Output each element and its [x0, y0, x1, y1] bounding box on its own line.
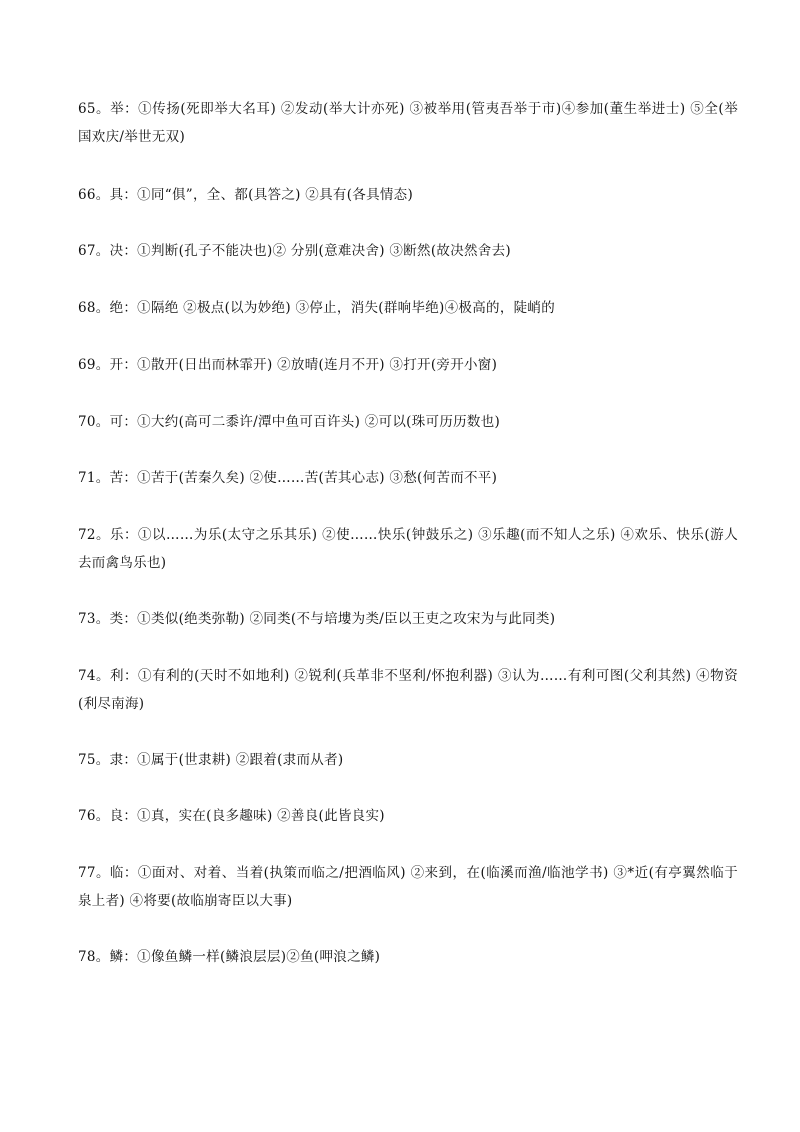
entry-69: 69。开：①散开(日出而林霏开) ②放晴(连月不开) ③打开(旁开小窗) [78, 357, 498, 373]
entry-78: 78。鳞：①像鱼鳞一样(鳞浪层层)②鱼(呷浪之鳞) [78, 949, 381, 965]
entry-77: 77。临：①面对、对着、当着(执策而临之/把酒临风) ②来到，在(临溪而渔/临池学书) ③*近(有亭翼然临于泉上者) ④将要(故临崩寄臣以大事) [78, 865, 738, 909]
entry-74: 74。利：①有利的(天时不如地利) ②锐利(兵革非不坚利/怀抱利器) ③认为……有利可图(父利其然) ④物资(利尽南海) [78, 668, 738, 712]
entry-65: 65。举：①传扬(死即举大名耳) ②发动(举大计亦死) ③被举用(管夷吾举于市)④参加(董生举进士) ⑤全(举国欢庆/举世无双) [78, 101, 738, 145]
entry-75: 75。隶：①属于(世隶耕) ②跟着(隶而从者) [78, 752, 344, 768]
entry-73: 73。类：①类似(绝类弥勒) ②同类(不与培塿为类/臣以王吏之攻宋为与此同类) [78, 611, 556, 627]
entry-67: 67。决：①判断(孔子不能决也)② 分别(意难决舍) ③断然(故决然舍去) [78, 243, 511, 259]
entry-66: 66。具：①同“俱”，全、都(具答之) ②具有(各具情态) [78, 187, 414, 203]
entry-71: 71。苦：①苦于(苦秦久矣) ②使……苦(苦其心志) ③愁(何苦而不平) [78, 470, 498, 486]
entry-68: 68。绝：①隔绝 ②极点(以为妙绝) ③停止，消失(群响毕绝)④极高的，陡峭的 [78, 300, 556, 316]
entry-72: 72。乐：①以……为乐(太守之乐其乐) ②使……快乐(钟鼓乐之) ③乐趣(而不知人之乐) ④欢乐、快乐(游人去而禽鸟乐也) [78, 527, 738, 571]
entry-76: 76。良：①真，实在(良多趣味) ②善良(此皆良实) [78, 808, 385, 824]
entry-70: 70。可：①大约(高可二黍许/潭中鱼可百许头) ②可以(珠可历历数也) [78, 414, 501, 430]
